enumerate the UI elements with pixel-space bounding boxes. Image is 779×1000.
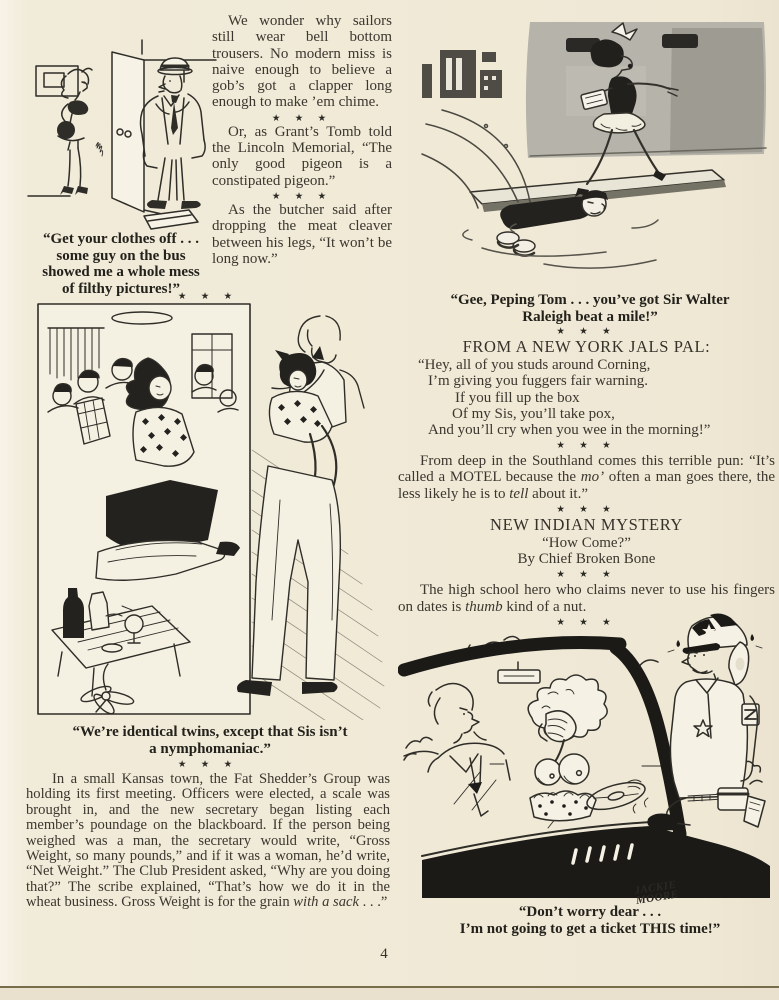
artist-signature: JACKIE MOORE — [633, 878, 680, 907]
cartoon-puddle-illustration — [416, 6, 775, 292]
passenger-woman-figure — [528, 675, 607, 821]
cartoon-traffic-stop-illustration — [398, 598, 775, 898]
man-figure — [141, 58, 206, 209]
car-body — [422, 826, 770, 898]
briefcase — [144, 210, 198, 229]
thumb-joke-paragraph: The high school hero who claims never to use his fingers on dates is thumb kind of a nut. — [398, 582, 775, 615]
middle-text-column — [212, 13, 392, 270]
star-separator: ★ ★ ★ — [556, 570, 617, 581]
indian-mystery-title: NEW INDIAN MYSTERY — [490, 514, 683, 534]
cartoon-party-illustration — [36, 300, 390, 720]
star-separator: ★ ★ ★ — [556, 617, 617, 628]
couple-foreground — [237, 316, 364, 696]
star-separator: ★ ★ ★ — [271, 113, 333, 124]
star-separator: ★ ★ ★ — [556, 327, 617, 337]
star-separator: ★ ★ ★ — [556, 504, 617, 515]
cartoon2-caption: “We’re identical twins, except that Sis isn’t a nymphomaniac.” — [72, 724, 348, 757]
joke-paragraph: As the butcher said after dropping the meat cleaver between his legs, “It won’t be long now.” — [212, 201, 392, 267]
joke-paragraph: We wonder why sailors still wear bell bottom trousers. No modern miss is naive enough to believe a gob’s got a clapper long enough to make ’em chime. — [212, 13, 392, 111]
rearview-mirror — [498, 670, 540, 683]
car-roof — [404, 642, 620, 670]
star-separator: ★ ★ ★ — [556, 441, 617, 452]
woman-figure — [57, 68, 92, 195]
indian-mystery-subtitle: “How Come?” — [542, 535, 631, 552]
cartoon-doorway-illustration — [24, 38, 218, 232]
italic-phrase: thumb — [465, 598, 503, 615]
italic-phrase: mo’ — [580, 469, 605, 486]
wine-glass — [125, 615, 143, 633]
cartoon1-caption: “Get your clothes off . . . some guy on the bus showed me a whole mess of filthy pictures!” — [42, 231, 200, 297]
star-separator: ★ ★ ★ — [177, 760, 239, 770]
southland-joke-paragraph: From deep in the Southland comes this terrible pun: “It’s called a MOTEL because the mo’ often a man goes there, the less likely he is to tell about it.” — [398, 453, 775, 502]
puddle-ripples — [463, 220, 658, 268]
indian-mystery-byline: By Chief Broken Bone — [517, 551, 656, 568]
kansas-story-paragraph: In a small Kansas town, the Fat Shedder’s Group was holding its first meeting. Officers were elected, a scale was brought in, and the new secretary began listing each member’s poundage on the blackboard. If the person being weighed was a man, the secretary would write, “Gross Weight, so many pounds,” and if it was a woman, he’d write, “Net Weight.” The Club President asked, “Why are you doing that?” The scribe explained, “That’s how we do it in the wheat business. Gross Weight is for the grain with a sack . . .” — [26, 771, 390, 911]
star-separator: ★ ★ ★ — [177, 292, 239, 302]
scan-margin — [0, 988, 779, 1000]
italic-phrase: tell — [509, 485, 529, 502]
italic-phrase: with a sack — [293, 894, 359, 911]
page-number: 4 — [380, 946, 388, 962]
joke-paragraph: Or, as Grant’s Tomb told the Lincoln Memorial, “The only good pigeon is a constipated pigeon.” — [212, 123, 392, 189]
star-separator: ★ ★ ★ — [271, 191, 333, 202]
right-text-column — [398, 327, 775, 630]
pal-section-header: FROM A NEW YORK JALS PAL: — [462, 337, 711, 356]
cartoon3-caption: “Gee, Peping Tom . . . you’ve got Sir Walter Raleigh beat a mile!” — [450, 292, 730, 325]
artist-scribble-signature — [96, 142, 103, 156]
ticket-pad — [718, 788, 748, 810]
driver-man-figure — [428, 683, 510, 816]
cartoon4-caption: “Don’t worry dear . . . I’m not going to get a ticket THIS time!” — [459, 904, 721, 937]
boot — [647, 814, 678, 832]
limerick-poem: “Hey, all of you studs around Corning, I’m giving you fuggers fair warning. If you fill up the box Of my Sis, you’ll take pox, And you’ll cry when you wee in the morning!” — [418, 357, 711, 439]
